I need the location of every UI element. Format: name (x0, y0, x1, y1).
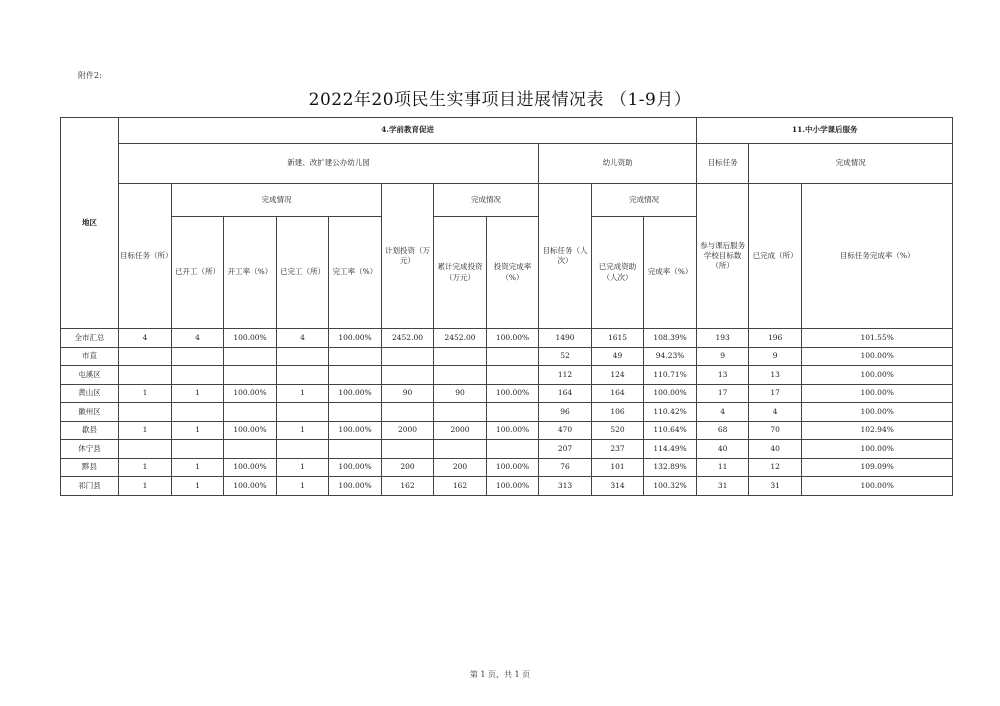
cell-region: 歙县 (61, 421, 119, 440)
table-row (61, 458, 953, 477)
cell-aid-target: 1490 (539, 329, 592, 348)
header-aid-completion: 完成情况 (592, 184, 697, 217)
cell-aid-target: 470 (539, 421, 592, 440)
cell-kg-finish-rate: 100.00% (329, 329, 382, 348)
cell-kg-target: 1 (119, 458, 172, 477)
cell-invest-rate (487, 440, 539, 459)
cell-aid-target: 164 (539, 384, 592, 403)
cell-as-rate: 100.00% (802, 347, 953, 366)
cell-region: 全市汇总 (61, 329, 119, 348)
cell-as-done: 196 (749, 329, 802, 348)
cell-as-target: 11 (697, 458, 749, 477)
cell-cum-invest (434, 347, 487, 366)
header-aid-rate: 完成率（%） (644, 217, 697, 329)
cell-aid-rate: 100.00% (644, 384, 697, 403)
cell-as-target: 68 (697, 421, 749, 440)
cell-as-done: 70 (749, 421, 802, 440)
cell-aid-done: 237 (592, 440, 644, 459)
cell-aid-rate: 110.42% (644, 403, 697, 422)
cell-cum-invest (434, 440, 487, 459)
cell-kg-target: 1 (119, 384, 172, 403)
header-kg-completion: 完成情况 (172, 184, 382, 217)
cell-region: 徽州区 (61, 403, 119, 422)
header-plan-invest: 计划投资（万元） (382, 184, 434, 329)
cell-as-rate: 100.00% (802, 403, 953, 422)
cell-kg-finished: 4 (277, 329, 329, 348)
header-kg-target: 目标任务（所） (119, 184, 172, 329)
cell-cum-invest: 200 (434, 458, 487, 477)
cell-kg-started: 1 (172, 458, 224, 477)
header-region: 地区 (61, 118, 119, 329)
cell-kg-finished (277, 347, 329, 366)
cell-kg-start-rate: 100.00% (224, 329, 277, 348)
cell-kg-finished (277, 440, 329, 459)
cell-invest-rate: 100.00% (487, 421, 539, 440)
cell-plan-invest (382, 366, 434, 385)
cell-aid-done: 314 (592, 477, 644, 496)
cell-as-rate: 100.00% (802, 384, 953, 403)
cell-plan-invest: 200 (382, 458, 434, 477)
cell-kg-target (119, 403, 172, 422)
cell-kg-start-rate (224, 440, 277, 459)
cell-kg-finish-rate: 100.00% (329, 477, 382, 496)
cell-kg-started: 4 (172, 329, 224, 348)
cell-kg-target (119, 440, 172, 459)
cell-as-done: 17 (749, 384, 802, 403)
cell-aid-target: 313 (539, 477, 592, 496)
cell-region: 市直 (61, 347, 119, 366)
cell-plan-invest: 90 (382, 384, 434, 403)
cell-kg-finished: 1 (277, 421, 329, 440)
attachment-label: 附件2: (78, 71, 102, 80)
cell-as-target: 17 (697, 384, 749, 403)
header-cum-invest: 累计完成投资（万元） (434, 217, 487, 329)
cell-aid-done: 164 (592, 384, 644, 403)
cell-kg-started (172, 347, 224, 366)
cell-as-rate: 100.00% (802, 477, 953, 496)
cell-kg-started: 1 (172, 384, 224, 403)
cell-kg-target: 4 (119, 329, 172, 348)
table-row (61, 421, 953, 440)
header-invest-completion: 完成情况 (434, 184, 539, 217)
cell-kg-started: 1 (172, 477, 224, 496)
cell-aid-done: 124 (592, 366, 644, 385)
cell-aid-done: 520 (592, 421, 644, 440)
cell-aid-done: 1615 (592, 329, 644, 348)
cell-as-done: 4 (749, 403, 802, 422)
cell-invest-rate: 100.00% (487, 458, 539, 477)
header-kg-finished: 已完工（所） (277, 217, 329, 329)
header-target-task: 目标任务 (697, 144, 749, 184)
header-kindergarten-group: 新建、改扩建公办幼儿园 (119, 144, 539, 184)
cell-kg-finished: 1 (277, 477, 329, 496)
cell-invest-rate (487, 347, 539, 366)
cell-aid-done: 101 (592, 458, 644, 477)
cell-as-done: 9 (749, 347, 802, 366)
cell-as-rate: 102.94% (802, 421, 953, 440)
cell-aid-rate: 108.39% (644, 329, 697, 348)
cell-aid-rate: 110.64% (644, 421, 697, 440)
page-title: 2022年20项民生实事项目进展情况表 （1-9月） (308, 90, 692, 110)
table-row (61, 440, 953, 459)
cell-invest-rate (487, 403, 539, 422)
cell-kg-finished: 1 (277, 458, 329, 477)
header-completion: 完成情况 (749, 144, 953, 184)
cell-region: 黟县 (61, 458, 119, 477)
cell-aid-target: 96 (539, 403, 592, 422)
cell-invest-rate: 100.00% (487, 477, 539, 496)
header-invest-rate: 投资完成率（%） (487, 217, 539, 329)
cell-as-done: 13 (749, 366, 802, 385)
cell-invest-rate: 100.00% (487, 384, 539, 403)
cell-aid-rate: 110.71% (644, 366, 697, 385)
cell-kg-started (172, 403, 224, 422)
cell-invest-rate: 100.00% (487, 329, 539, 348)
cell-kg-started: 1 (172, 421, 224, 440)
cell-kg-started (172, 440, 224, 459)
cell-as-rate: 101.55% (802, 329, 953, 348)
header-kg-finish-rate: 完工率（%） (329, 217, 382, 329)
cell-as-rate: 100.00% (802, 366, 953, 385)
cell-aid-target: 76 (539, 458, 592, 477)
header-aid-done: 已完成资助（人次） (592, 217, 644, 329)
page-footer: 第 1 页，共 1 页 (469, 670, 531, 679)
cell-kg-finish-rate (329, 366, 382, 385)
cell-region: 祁门县 (61, 477, 119, 496)
cell-aid-target: 112 (539, 366, 592, 385)
cell-kg-start-rate: 100.00% (224, 477, 277, 496)
cell-kg-target: 1 (119, 477, 172, 496)
cell-aid-target: 52 (539, 347, 592, 366)
cell-plan-invest: 2452.00 (382, 329, 434, 348)
cell-kg-target (119, 366, 172, 385)
cell-kg-target (119, 347, 172, 366)
cell-kg-started (172, 366, 224, 385)
cell-as-target: 4 (697, 403, 749, 422)
cell-aid-done: 106 (592, 403, 644, 422)
cell-as-done: 12 (749, 458, 802, 477)
cell-aid-rate: 132.89% (644, 458, 697, 477)
cell-aid-rate: 94.23% (644, 347, 697, 366)
cell-kg-start-rate (224, 366, 277, 385)
cell-aid-rate: 100.32% (644, 477, 697, 496)
header-as-done: 已完成（所） (749, 184, 802, 329)
cell-region: 休宁县 (61, 440, 119, 459)
cell-as-done: 40 (749, 440, 802, 459)
progress-table (60, 117, 953, 496)
header-kg-started: 已开工（所） (172, 217, 224, 329)
cell-invest-rate (487, 366, 539, 385)
cell-plan-invest (382, 440, 434, 459)
cell-as-target: 31 (697, 477, 749, 496)
cell-plan-invest: 162 (382, 477, 434, 496)
cell-as-rate: 109.09% (802, 458, 953, 477)
header-section-preschool: 4.学前教育促进 (119, 118, 697, 144)
cell-as-target: 40 (697, 440, 749, 459)
table-row (61, 477, 953, 496)
cell-kg-start-rate: 100.00% (224, 384, 277, 403)
cell-cum-invest: 2452.00 (434, 329, 487, 348)
table-row (61, 403, 953, 422)
table-row (61, 366, 953, 385)
table-row (61, 384, 953, 403)
cell-cum-invest: 90 (434, 384, 487, 403)
cell-kg-finished (277, 366, 329, 385)
cell-kg-target: 1 (119, 421, 172, 440)
cell-region: 黄山区 (61, 384, 119, 403)
cell-kg-start-rate: 100.00% (224, 421, 277, 440)
header-kg-start-rate: 开工率（%） (224, 217, 277, 329)
cell-kg-start-rate: 100.00% (224, 458, 277, 477)
cell-kg-finish-rate (329, 440, 382, 459)
cell-cum-invest: 162 (434, 477, 487, 496)
cell-kg-finish-rate (329, 403, 382, 422)
cell-kg-finish-rate (329, 347, 382, 366)
cell-aid-target: 207 (539, 440, 592, 459)
cell-cum-invest: 2000 (434, 421, 487, 440)
cell-cum-invest (434, 403, 487, 422)
cell-kg-finish-rate: 100.00% (329, 458, 382, 477)
cell-region: 屯溪区 (61, 366, 119, 385)
table-row (61, 329, 953, 348)
cell-kg-finish-rate: 100.00% (329, 421, 382, 440)
cell-as-rate: 100.00% (802, 440, 953, 459)
cell-kg-finished (277, 403, 329, 422)
header-child-aid-group: 幼儿资助 (539, 144, 697, 184)
header-section-afterschool: 11.中小学课后服务 (697, 118, 953, 144)
cell-kg-finish-rate: 100.00% (329, 384, 382, 403)
cell-as-done: 31 (749, 477, 802, 496)
cell-as-target: 9 (697, 347, 749, 366)
header-as-rate: 目标任务完成率（%） (802, 184, 953, 329)
cell-plan-invest: 2000 (382, 421, 434, 440)
table-body (61, 329, 953, 496)
cell-plan-invest (382, 403, 434, 422)
cell-as-target: 13 (697, 366, 749, 385)
cell-kg-start-rate (224, 403, 277, 422)
cell-cum-invest (434, 366, 487, 385)
cell-aid-done: 49 (592, 347, 644, 366)
cell-aid-rate: 114.49% (644, 440, 697, 459)
table-row (61, 347, 953, 366)
cell-kg-start-rate (224, 347, 277, 366)
cell-kg-finished: 1 (277, 384, 329, 403)
header-as-target: 参与课后服务学校目标数（所） (697, 184, 749, 329)
header-aid-target: 目标任务（人次） (539, 184, 592, 329)
cell-plan-invest (382, 347, 434, 366)
cell-as-target: 193 (697, 329, 749, 348)
